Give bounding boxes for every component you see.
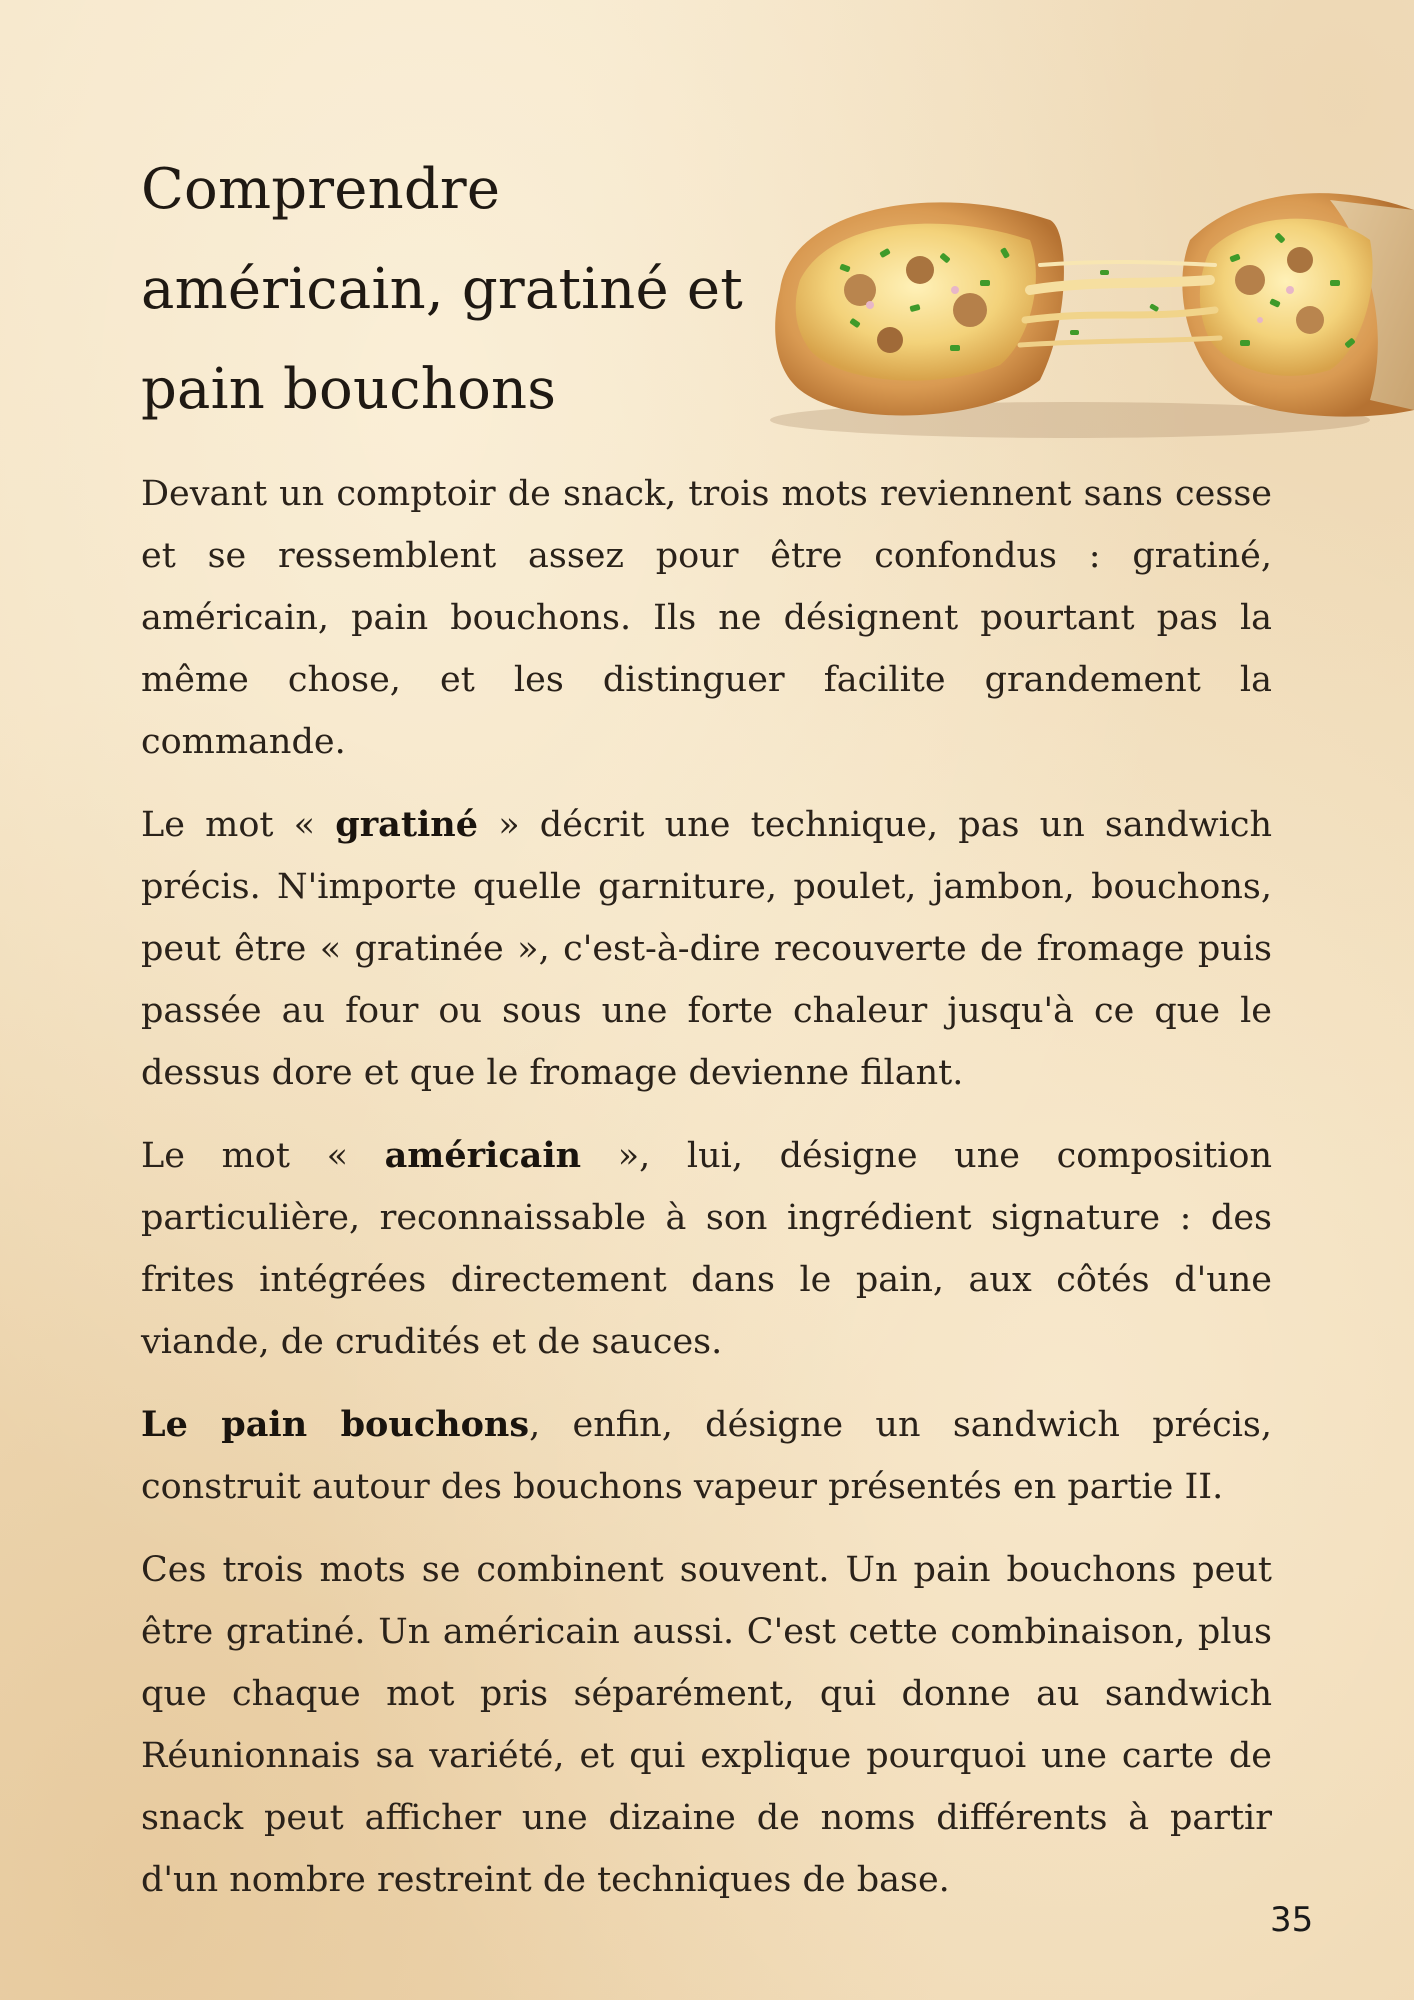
page-number: 35 bbox=[1270, 1900, 1314, 1940]
conclusion-paragraph: Ces trois mots se combinent souvent. Un pain bouchons peut être gratiné. Un américain aussi. C'est cette combinaison, plus que chaque mot pris séparément, qui donne au sandwich Réunionnais sa variété, et qui explique pourquoi une carte de snack peut afficher une dizaine de noms différents à partir d'un nombre restreint de techniques de base. bbox=[141, 1550, 1272, 1900]
article-body bbox=[141, 463, 1272, 1932]
sandwich-image bbox=[770, 170, 1414, 440]
term-pain-bouchons: Le pain bouchons bbox=[141, 1404, 530, 1445]
term-americain: américain bbox=[384, 1135, 582, 1176]
page-title: Comprendre américain, gratiné et pain bouchons bbox=[141, 157, 743, 422]
intro-paragraph: Devant un comptoir de snack, trois mots reviennent sans cesse et se ressemblent assez pour être confondus : gratiné, américain, pain bouchons. Ils ne désignent pourtant pas la même chose, et les distinguer facilite grandement la commande. bbox=[141, 474, 1272, 762]
gratine-paragraph: Le mot « gratiné » décrit une technique, pas un sandwich précis. N'importe quelle garniture, poulet, jambon, bouchons, peut être « gratinée », c'est-à-dire recouverte de fromage puis passée au four ou sous une forte chaleur jusqu'à ce que le dessus dore et que le fromage devienne filant. bbox=[141, 804, 1273, 1093]
pain-bouchons-paragraph: Le pain bouchons, enfin, désigne un sandwich précis, construit autour des bouchons vapeur présentés en partie II. bbox=[141, 1404, 1272, 1507]
term-gratine: gratiné bbox=[335, 804, 479, 845]
americain-paragraph: Le mot « américain », lui, désigne une composition particulière, reconnaissable à son ingrédient signature : des frites intégrées directement dans le pain, aux côtés d'une viande, de crudités et de sauces. bbox=[141, 1135, 1272, 1362]
